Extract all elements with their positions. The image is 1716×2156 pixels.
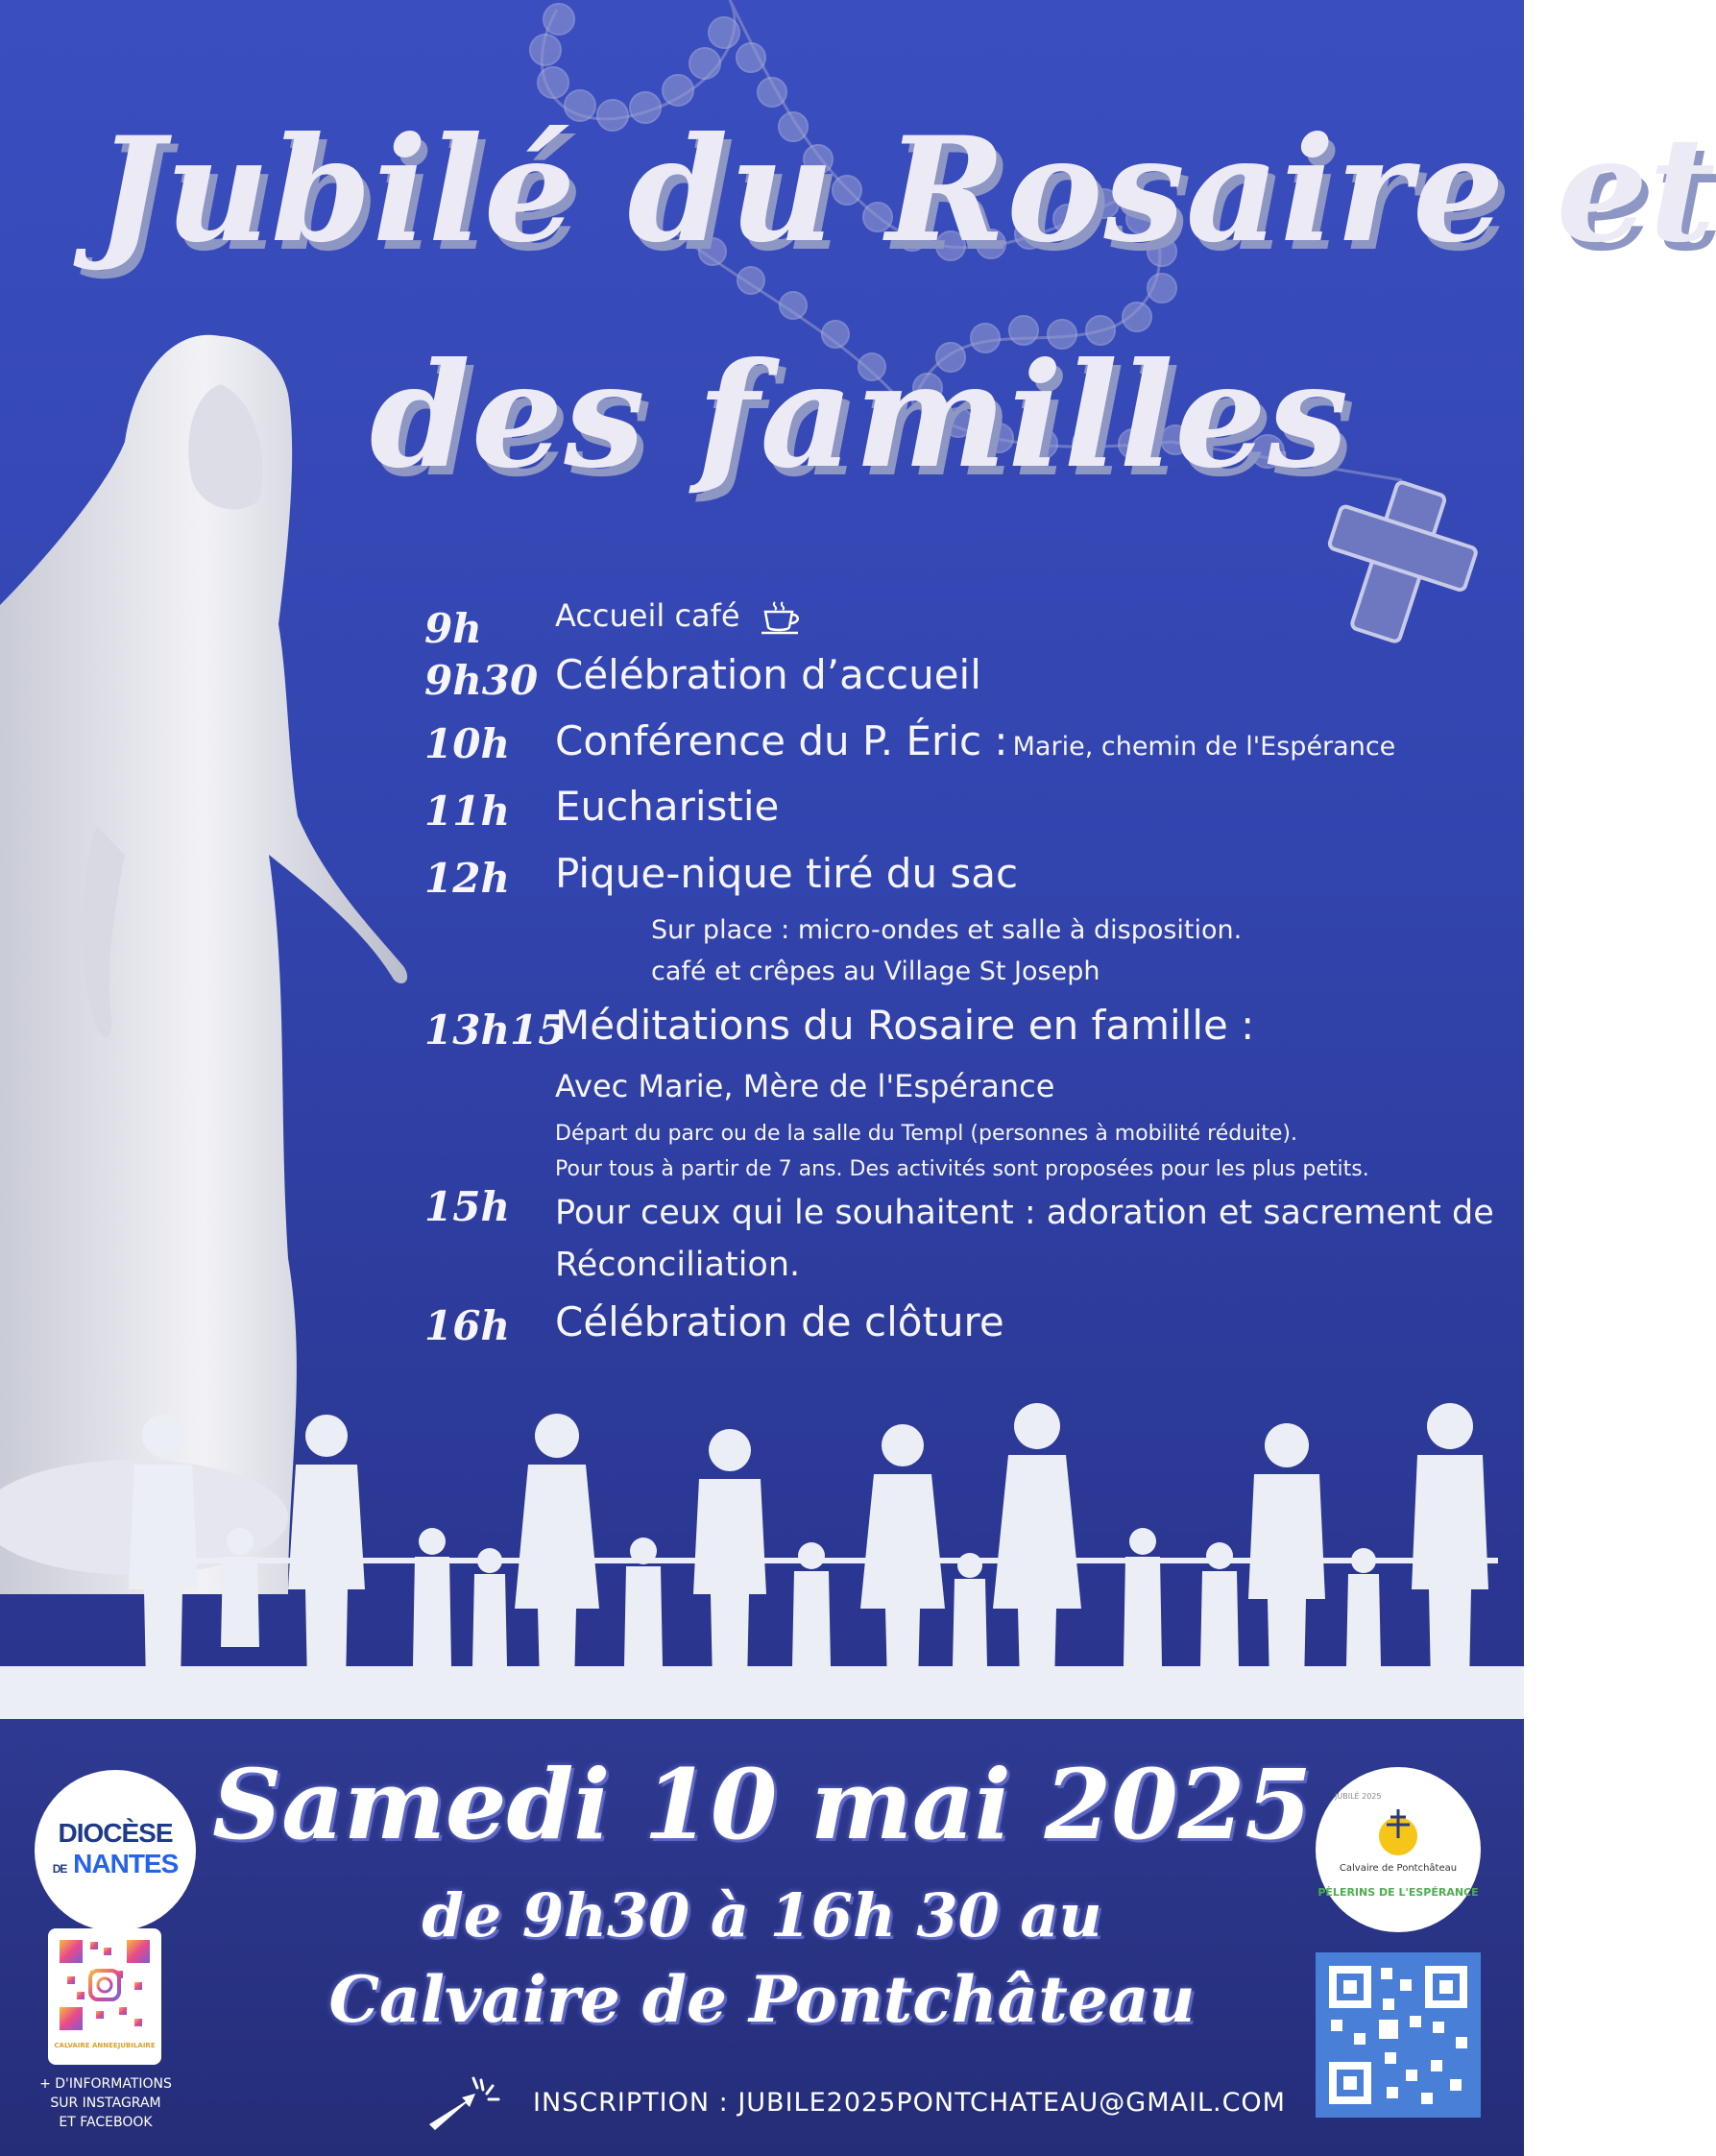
cross-sun-icon [1369,1800,1427,1857]
event-date: Samedi 10 mai 2025 [212,1748,1312,1861]
time-12h: 12h [424,855,510,902]
note-pour-tous: Pour tous à partir de 7 ans. Des activités sont proposées pour les plus petits. [555,1157,1369,1181]
activity-pique-nique: Pique-nique tiré du sac [555,850,1019,897]
time-13h15: 13h15 [424,1006,567,1054]
title-line-1: Jubilé du Rosaire et [96,106,1716,275]
diocese-line-2: NANTES [73,1849,179,1878]
pelerins-top-text: JUBILÉ 2025 [1335,1792,1382,1801]
click-cursor-icon [427,2074,523,2132]
instagram-caption: CALVAIRE ANNEEJUBILAIRE [54,2042,156,2049]
activity-reconciliation: Réconciliation. [555,1246,801,1284]
conference-subject: Marie, chemin de l'Espérance [1012,732,1396,762]
instagram-qr-code[interactable] [48,1928,161,2065]
inscription-email[interactable]: INSCRIPTION : JUBILE2025PONTCHATEAU@GMAIL.COM [533,2088,1286,2118]
note-cafe-crepes: café et crêpes au Village St Joseph [651,957,1100,986]
info-note: + D'INFORMATIONS SUR INSTAGRAM ET FACEBOOK [39,2076,172,2130]
time-11h: 11h [424,787,510,835]
diocese-line-1: DIOCÈSE [58,1818,173,1848]
diocese-nantes-logo[interactable] [35,1770,196,1931]
meditations-subtitle: Avec Marie, Mère de l'Espérance [555,1068,1055,1104]
activity-adoration: Pour ceux qui le souhaitent : adoration et sacrement de [555,1194,1494,1232]
families-silhouette [0,1397,1524,1724]
instagram-qr-pattern [48,1928,161,2042]
coffee-cup-icon [760,598,808,637]
activity-cloture: Célébration de clôture [555,1298,1004,1345]
note-depart: Départ du parc ou de la salle du Templ (personnes à mobilité réduite). [555,1122,1297,1146]
time-9h30: 9h30 [424,657,539,704]
activity-accueil-cafe: Accueil café [555,597,808,637]
activity-meditations: Méditations du Rosaire en famille : [555,1002,1255,1049]
diocese-de: DE [52,1862,67,1876]
time-9h: 9h [424,605,482,652]
pelerins-arc-text: PÈLERINS DE L'ESPÉRANCE [1317,1886,1479,1899]
pelerins-esperance-logo[interactable] [1316,1767,1481,1932]
activity-celebration-accueil: Célébration d’accueil [555,651,981,698]
time-10h: 10h [424,720,510,767]
time-15h: 15h [424,1183,510,1230]
activity-conference: Conférence du P. Éric : Marie, chemin de l'Espérance [555,717,1396,764]
inscription-qr-code[interactable] [1316,1952,1481,2118]
title-line-2: des familles [370,331,1350,500]
event-hours: de 9h30 à 16h 30 au [422,1880,1102,1950]
pelerins-name: Calvaire de Pontchâteau [1339,1863,1458,1874]
activity-eucharistie: Eucharistie [555,783,780,830]
note-sur-place: Sur place : micro-ondes et salle à disposition. [651,915,1243,945]
time-16h: 16h [424,1302,510,1349]
event-place: Calvaire de Pontchâteau [328,1962,1196,2037]
